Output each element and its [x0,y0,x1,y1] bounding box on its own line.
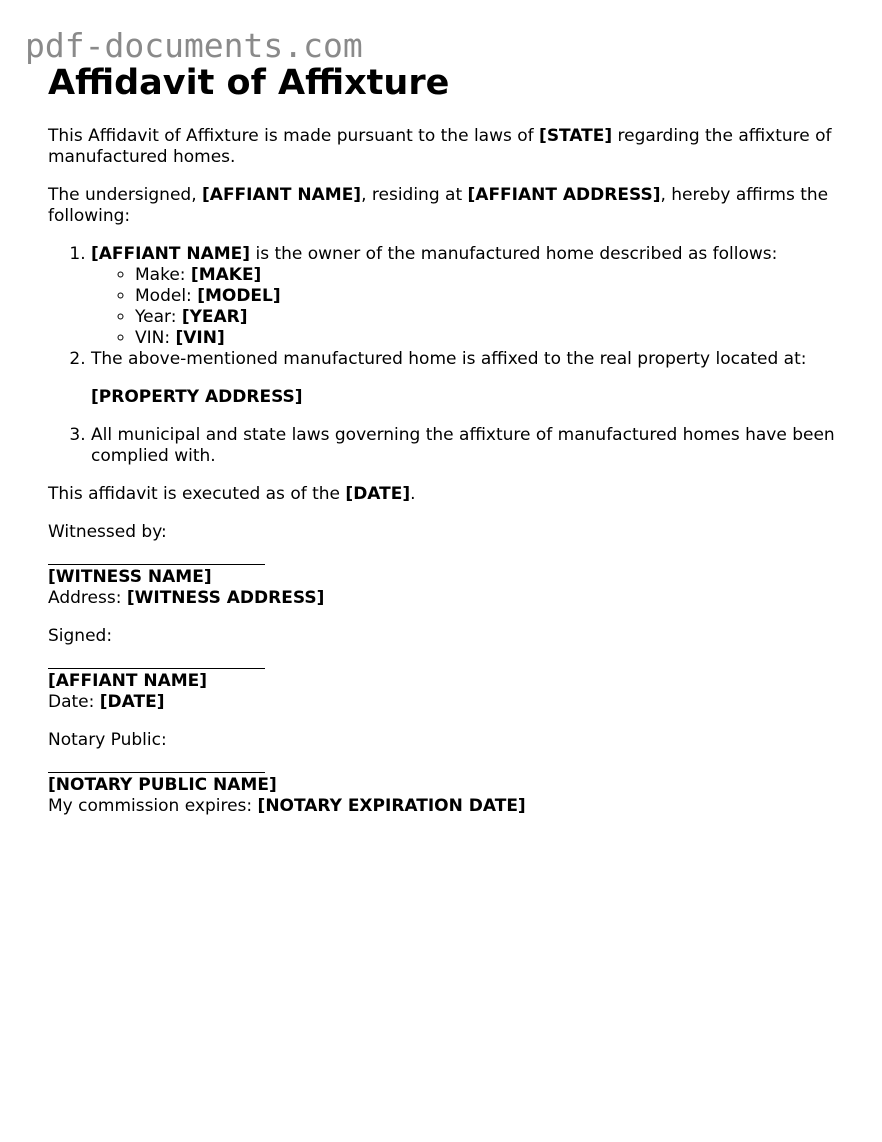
spec-label: Model: [135,286,198,306]
witness-address [48,588,838,609]
property-address-value: [PROPERTY ADDRESS] [91,387,303,407]
item2-text: The above-mentioned manufactured home is affixed to the real property located at: [91,349,807,369]
spec-year [135,307,838,328]
affirmation-item-2 [91,349,838,408]
signed-date-label: Date: [48,692,100,712]
spec-model [135,286,838,307]
spec-value: [VIN] [175,328,225,348]
item1-text: is the owner of the manufactured home described as follows: [250,244,778,264]
witness-block [48,522,838,609]
notary-expires-label: My commission expires: [48,796,258,816]
spec-label: Year: [135,307,182,327]
item3-text: All municipal and state laws governing the affixture of manufactured homes have been complied with. [91,425,835,466]
signed-name [48,671,838,692]
witness-address-value: [WITNESS ADDRESS] [126,588,325,608]
spec-value: [MODEL] [197,286,281,306]
spec-label: VIN: [135,328,176,348]
affiant-name-placeholder: [AFFIANT NAME] [202,185,362,205]
item1-affiant-name: [AFFIANT NAME] [91,244,251,264]
signed-block [48,626,838,713]
watermark: pdf-documents.com [25,26,363,65]
intro-text-after: regarding the affixture of manufactured homes. [48,126,832,167]
affirmations-list [48,244,838,467]
signed-name-value: [AFFIANT NAME] [48,671,208,691]
witness-signature-line [48,564,265,565]
executed-paragraph [48,484,838,505]
notary-label: Notary Public: [48,730,167,750]
spec-vin [135,328,838,349]
executed-text-after: . [410,484,416,504]
executed-text-before: This affidavit is executed as of the [48,484,346,504]
affiant-signature-line [48,668,265,669]
witness-label: Witnessed by: [48,522,167,542]
affiant-address-placeholder: [AFFIANT ADDRESS] [467,185,661,205]
document-title: Affidavit of Affixture [48,63,450,103]
witness-address-label: Address: [48,588,127,608]
undersigned-text-1: The undersigned, [48,185,203,205]
executed-date-placeholder: [DATE] [345,484,411,504]
signed-date-value: [DATE] [99,692,165,712]
spec-make [135,265,838,286]
affirmation-item-1 [91,244,838,349]
intro-paragraph [48,126,838,168]
intro-text-before: This Affidavit of Affixture is made pursuant to the laws of [48,126,540,146]
signed-label: Signed: [48,626,113,646]
notary-signature-line [48,772,265,773]
spec-value: [MAKE] [190,265,262,285]
document [48,60,838,817]
undersigned-text-2: , residing at [361,185,468,205]
signed-date [48,692,838,713]
property-address-placeholder [91,387,838,408]
affirmation-item-3 [91,425,838,467]
state-placeholder: [STATE] [539,126,613,146]
notary-name [48,775,838,796]
undersigned-paragraph [48,185,838,227]
notary-name-value: [NOTARY PUBLIC NAME] [48,775,277,795]
witness-name-value: [WITNESS NAME] [48,567,212,587]
notary-expires [48,796,838,817]
witness-name [48,567,838,588]
notary-expires-value: [NOTARY EXPIRATION DATE] [257,796,526,816]
spec-label: Make: [135,265,191,285]
spec-value: [YEAR] [181,307,248,327]
undersigned-text-3: , hereby affirms the following: [48,185,829,226]
notary-block [48,730,838,817]
home-specs-list [91,265,838,349]
